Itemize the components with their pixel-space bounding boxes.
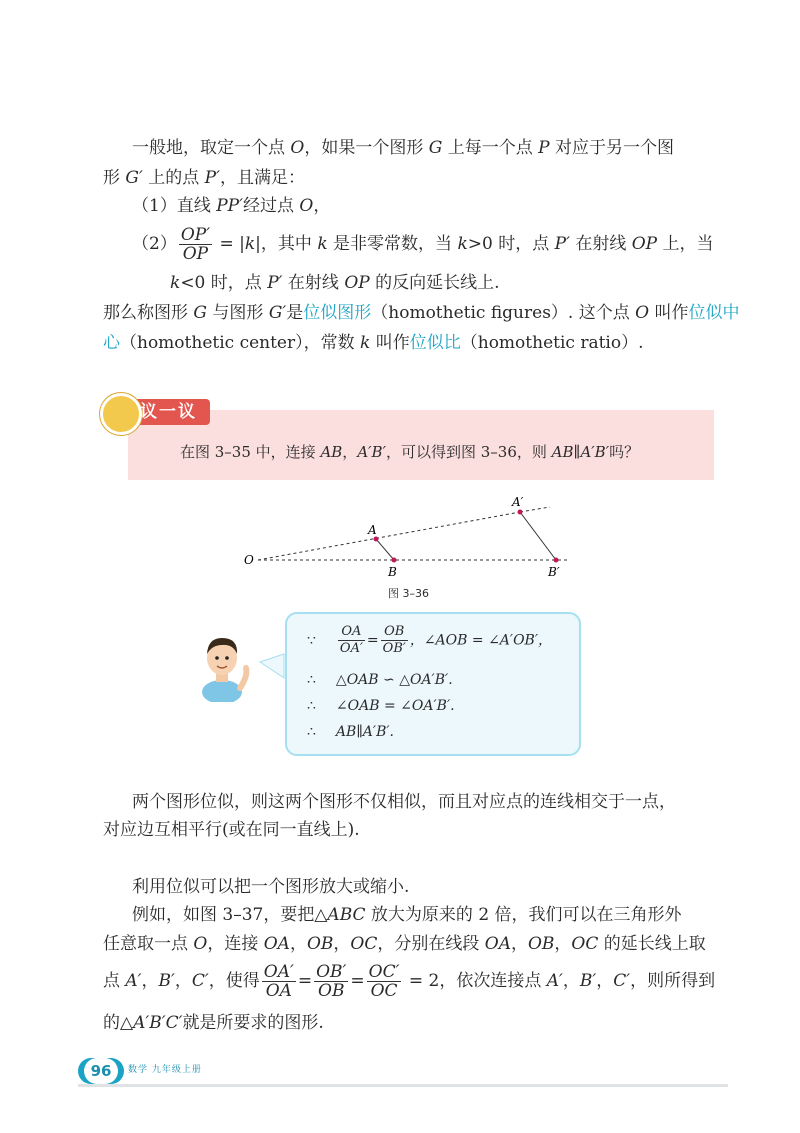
discuss-label: 议一议 <box>140 402 197 422</box>
label-o: O <box>244 553 254 567</box>
proof-box <box>285 612 581 756</box>
usage-text: 利用位似可以把一个图形放大或缩小. <box>132 877 410 897</box>
term-homothetic-ratio: 位似比 <box>409 333 461 353</box>
example-line-1: 例如，如图 3–37，要把△ABC 放大为原来的 2 倍，我们可以在三角形外 <box>132 905 682 925</box>
figure-3-36 <box>240 492 580 582</box>
term-homothetic-center: 位似中 <box>688 303 740 323</box>
discuss-badge-icon <box>100 393 142 435</box>
definition-line-4: 心（homothetic center），常数 k 叫作位似比（homothetic ratio）. <box>103 333 644 353</box>
discuss-question: 在图 3–35 中，连接 AB，A′B′，可以得到图 3–36，则 AB∥A′B′吗？ <box>180 443 640 461</box>
label-a: A <box>368 523 377 537</box>
label-bp: B′ <box>548 565 560 579</box>
footer-book-title: 数学 九年级上册 <box>128 1065 202 1075</box>
proof-line-2: ∴ △OAB ∽ △OA′B′. <box>307 672 453 688</box>
point-a <box>374 537 379 542</box>
definition-line-1: 一般地，取定一个点 O，如果一个图形 G 上每一个点 P 对应于另一个图 <box>132 138 675 158</box>
label-b: B <box>388 565 397 579</box>
definition-line-2: 形 G′ 上的点 P′，且满足： <box>103 168 305 188</box>
ray-oa-extension <box>520 507 550 512</box>
example-line-2: 任意取一点 O，连接 OA，OB，OC，分别在线段 OA，OB，OC 的延长线上取 <box>103 934 706 954</box>
condition-1: （1）直线 PP′经过点 O， <box>132 196 331 216</box>
term-homothetic-figures: 位似图形 <box>303 303 372 323</box>
point-ap <box>518 510 523 515</box>
page-number: 96 <box>84 1058 118 1084</box>
ray-oa <box>258 512 520 560</box>
student-illustration <box>196 632 286 702</box>
segment-apbp <box>520 512 556 560</box>
example-line-4: 的△A′B′C′就是所要求的图形. <box>103 1013 324 1033</box>
footer-bar <box>78 1084 728 1087</box>
example-line-3: 点 A′，B′，C′，使得 $\frac{OA'}{OA}$ = $\frac{OB'}{OB}$ = $\frac{OC'}{OC}$ = 2，依次连接点 A′，B′，C′，则所得到 <box>103 962 716 1001</box>
segment-ab <box>376 539 394 560</box>
ratio-fraction: $\frac{OP'}{OP}$ <box>180 225 211 264</box>
point-bp <box>554 558 559 563</box>
figure-caption: 图 3–36 <box>388 587 429 600</box>
point-b <box>392 558 397 563</box>
condition-2: （2） $\frac{OP'}{OP}$ = |k|，其中 k 是非零常数，当 k>0 时，点 P′ 在射线 OP 上，当 <box>132 225 714 264</box>
conclusion-line-1: 两个图形位似，则这两个图形不仅相似，而且对应点的连线相交于一点， <box>132 792 676 812</box>
conclusion-line-2: 对应边互相平行(或在同一直线上). <box>103 820 360 840</box>
condition-2-continued: k<0 时，点 P′ 在射线 OP 的反向延长线上. <box>170 273 500 293</box>
definition-line-3: 那么称图形 G 与图形 G′是位似图形（homothetic figures）. 这个点 O 叫作位似中 <box>103 303 740 323</box>
proof-line-4: ∴ AB∥A′B′. <box>307 724 394 740</box>
label-ap: A′ <box>512 495 524 509</box>
proof-line-1: ∵ $\frac{OA}{OA'}$ = $\frac{OB}{OB'}$ ，∠AOB = ∠A′OB′， <box>307 624 553 656</box>
proof-line-3: ∴ ∠OAB = ∠OA′B′. <box>307 698 455 714</box>
